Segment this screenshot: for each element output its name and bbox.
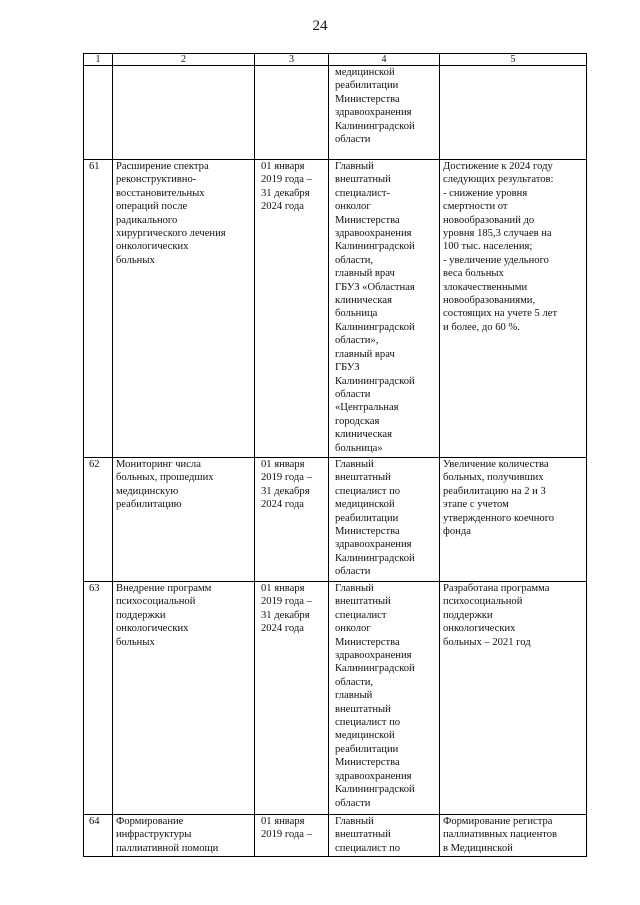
header-cell: 3: [255, 54, 329, 66]
responsible-cell: Главный внештатный специалист по: [329, 815, 440, 857]
table-row: [84, 66, 587, 160]
result-cell: Увеличение количества больных, получивших реабилитацию на 2 и 3 этапе с учетом утвержденного коечного фонда: [440, 458, 587, 582]
table-row: [84, 582, 587, 815]
row-number-cell: 63: [84, 582, 113, 815]
result-cell: Разработана программа психосоциальной поддержки онкологических больных – 2021 год: [440, 582, 587, 815]
measure-cell: Мониторинг числа больных, прошедших медицинскую реабилитацию: [113, 458, 255, 582]
result-cell: Достижение к 2024 году следующих результатов: - снижение уровня смертности от новообразований до уровня 185,3 случаев на 100 тыс. населения; - увеличение удельного веса больных злокачественными новообразованиями, состоящих на учете 5 лет и более, до 60 %.: [440, 160, 587, 458]
responsible-cell: медицинской реабилитации Министерства здравоохранения Калининградской области: [329, 66, 440, 160]
table-header-row: [84, 54, 587, 66]
table-row: [84, 160, 587, 458]
period-cell: 01 января 2019 года –: [255, 815, 329, 857]
period-cell: 01 января 2019 года – 31 декабря 2024 года: [255, 160, 329, 458]
header-cell: 5: [440, 54, 587, 66]
responsible-cell: Главный внештатный специалист по медицинской реабилитации Министерства здравоохранения Калининградской области: [329, 458, 440, 582]
measure-cell: [113, 66, 255, 160]
row-number-cell: 62: [84, 458, 113, 582]
table-row: [84, 815, 587, 857]
table-row: [84, 458, 587, 582]
header-cell: 2: [113, 54, 255, 66]
period-cell: [255, 66, 329, 160]
measure-cell: Расширение спектра реконструктивно- восстановительных операций после радикального хирургического лечения онкологических больных: [113, 160, 255, 458]
row-number-cell: [84, 66, 113, 160]
measure-cell: Внедрение программ психосоциальной поддержки онкологических больных: [113, 582, 255, 815]
row-number-cell: 61: [84, 160, 113, 458]
page-number: 24: [312, 18, 328, 34]
result-cell: [440, 66, 587, 160]
measure-cell: Формирование инфраструктуры паллиативной помощи: [113, 815, 255, 857]
period-cell: 01 января 2019 года – 31 декабря 2024 года: [255, 582, 329, 815]
header-cell: 4: [329, 54, 440, 66]
header-cell: 1: [84, 54, 113, 66]
measures-table: [83, 53, 587, 857]
row-number-cell: 64: [84, 815, 113, 857]
result-cell: Формирование регистра паллиативных пациентов в Медицинской: [440, 815, 587, 857]
responsible-cell: Главный внештатный специалист- онколог Министерства здравоохранения Калининградской области, главный врач ГБУЗ «Областная клиническая больница Калининградской области», главный врач ГБУЗ Калининградской области «Центральная городская клиническая больница»: [329, 160, 440, 458]
period-cell: 01 января 2019 года – 31 декабря 2024 года: [255, 458, 329, 582]
responsible-cell: Главный внештатный специалист онколог Министерства здравоохранения Калининградской области, главный внештатный специалист по медицинской реабилитации Министерства здравоохранения Калининградской области: [329, 582, 440, 815]
